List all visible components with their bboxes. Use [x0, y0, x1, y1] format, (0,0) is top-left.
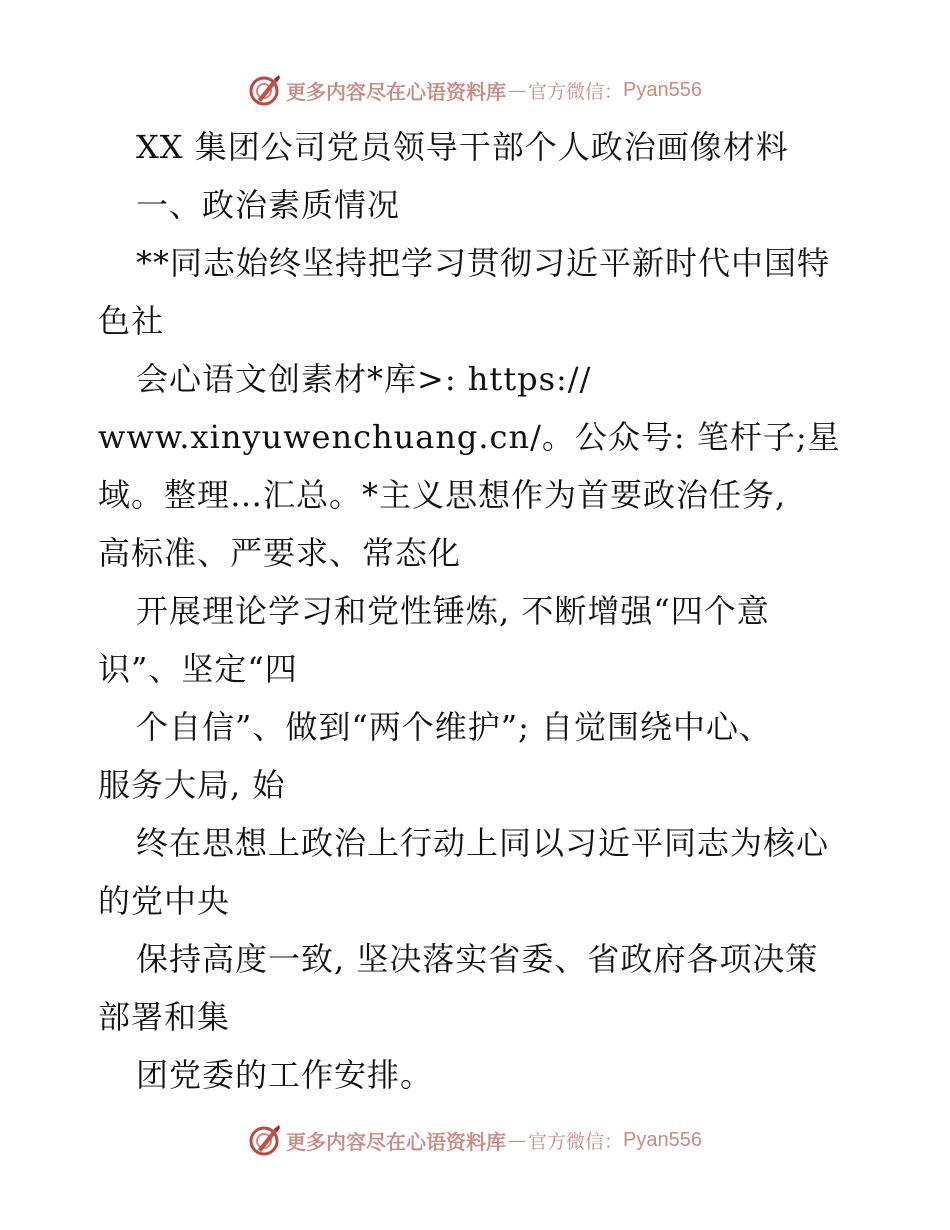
document-body: [98, 118, 858, 1104]
pen-logo-icon: [248, 1123, 282, 1157]
paragraph-line: 域。整理…汇总。*主义思想作为首要政治任务,: [98, 476, 787, 514]
paragraph-line: 高标准、严要求、常态化: [98, 534, 462, 572]
banner-brand-text: 更多内容尽在心语资料库: [286, 79, 506, 104]
paragraph-line: 服务大局, 始: [98, 766, 286, 804]
paragraph-line: **同志始终坚持把学习贯彻习近平新时代中国特: [136, 244, 831, 282]
section-heading: 一、政治素质情况: [136, 186, 401, 224]
pen-logo-icon: [248, 73, 282, 107]
banner-dash: —: [508, 79, 526, 101]
paragraph-line: 个自信”、做到“两个维护”; 自觉围绕中心、: [136, 708, 773, 746]
document-title: XX 集团公司党员领导干部个人政治画像材料: [136, 128, 789, 166]
paragraph-line: 部署和集: [98, 998, 231, 1036]
banner-wechat-id: Pyan556: [623, 1128, 702, 1151]
banner-brand-text: 更多内容尽在心语资料库: [286, 1129, 506, 1154]
paragraph-line: 的党中央: [98, 882, 231, 920]
footer-banner: [0, 1120, 950, 1160]
paragraph-line: 开展理论学习和党性锤炼, 不断增强“四个意: [136, 592, 770, 630]
paragraph-line: 识”、坚定“四: [98, 650, 298, 688]
paragraph-line: 色社: [98, 302, 165, 340]
banner-wechat-id: Pyan556: [623, 78, 702, 101]
banner-official-label: 官方微信：: [528, 80, 624, 103]
paragraph-line: www.xinyuwenchuang.cn/。公众号: 笔杆子;星: [98, 418, 841, 456]
header-banner: [0, 70, 950, 110]
paragraph-line: 终在思想上政治上行动上同以习近平同志为核心: [136, 824, 830, 862]
banner-dash: —: [508, 1129, 526, 1151]
paragraph-line: 团党委的工作安排。: [136, 1056, 434, 1094]
banner-official-label: 官方微信：: [528, 1130, 624, 1153]
paragraph-line: 保持高度一致, 坚决落实省委、省政府各项决策: [136, 940, 819, 978]
paragraph-line: 会心语文创素材*库>: https://: [136, 360, 592, 398]
